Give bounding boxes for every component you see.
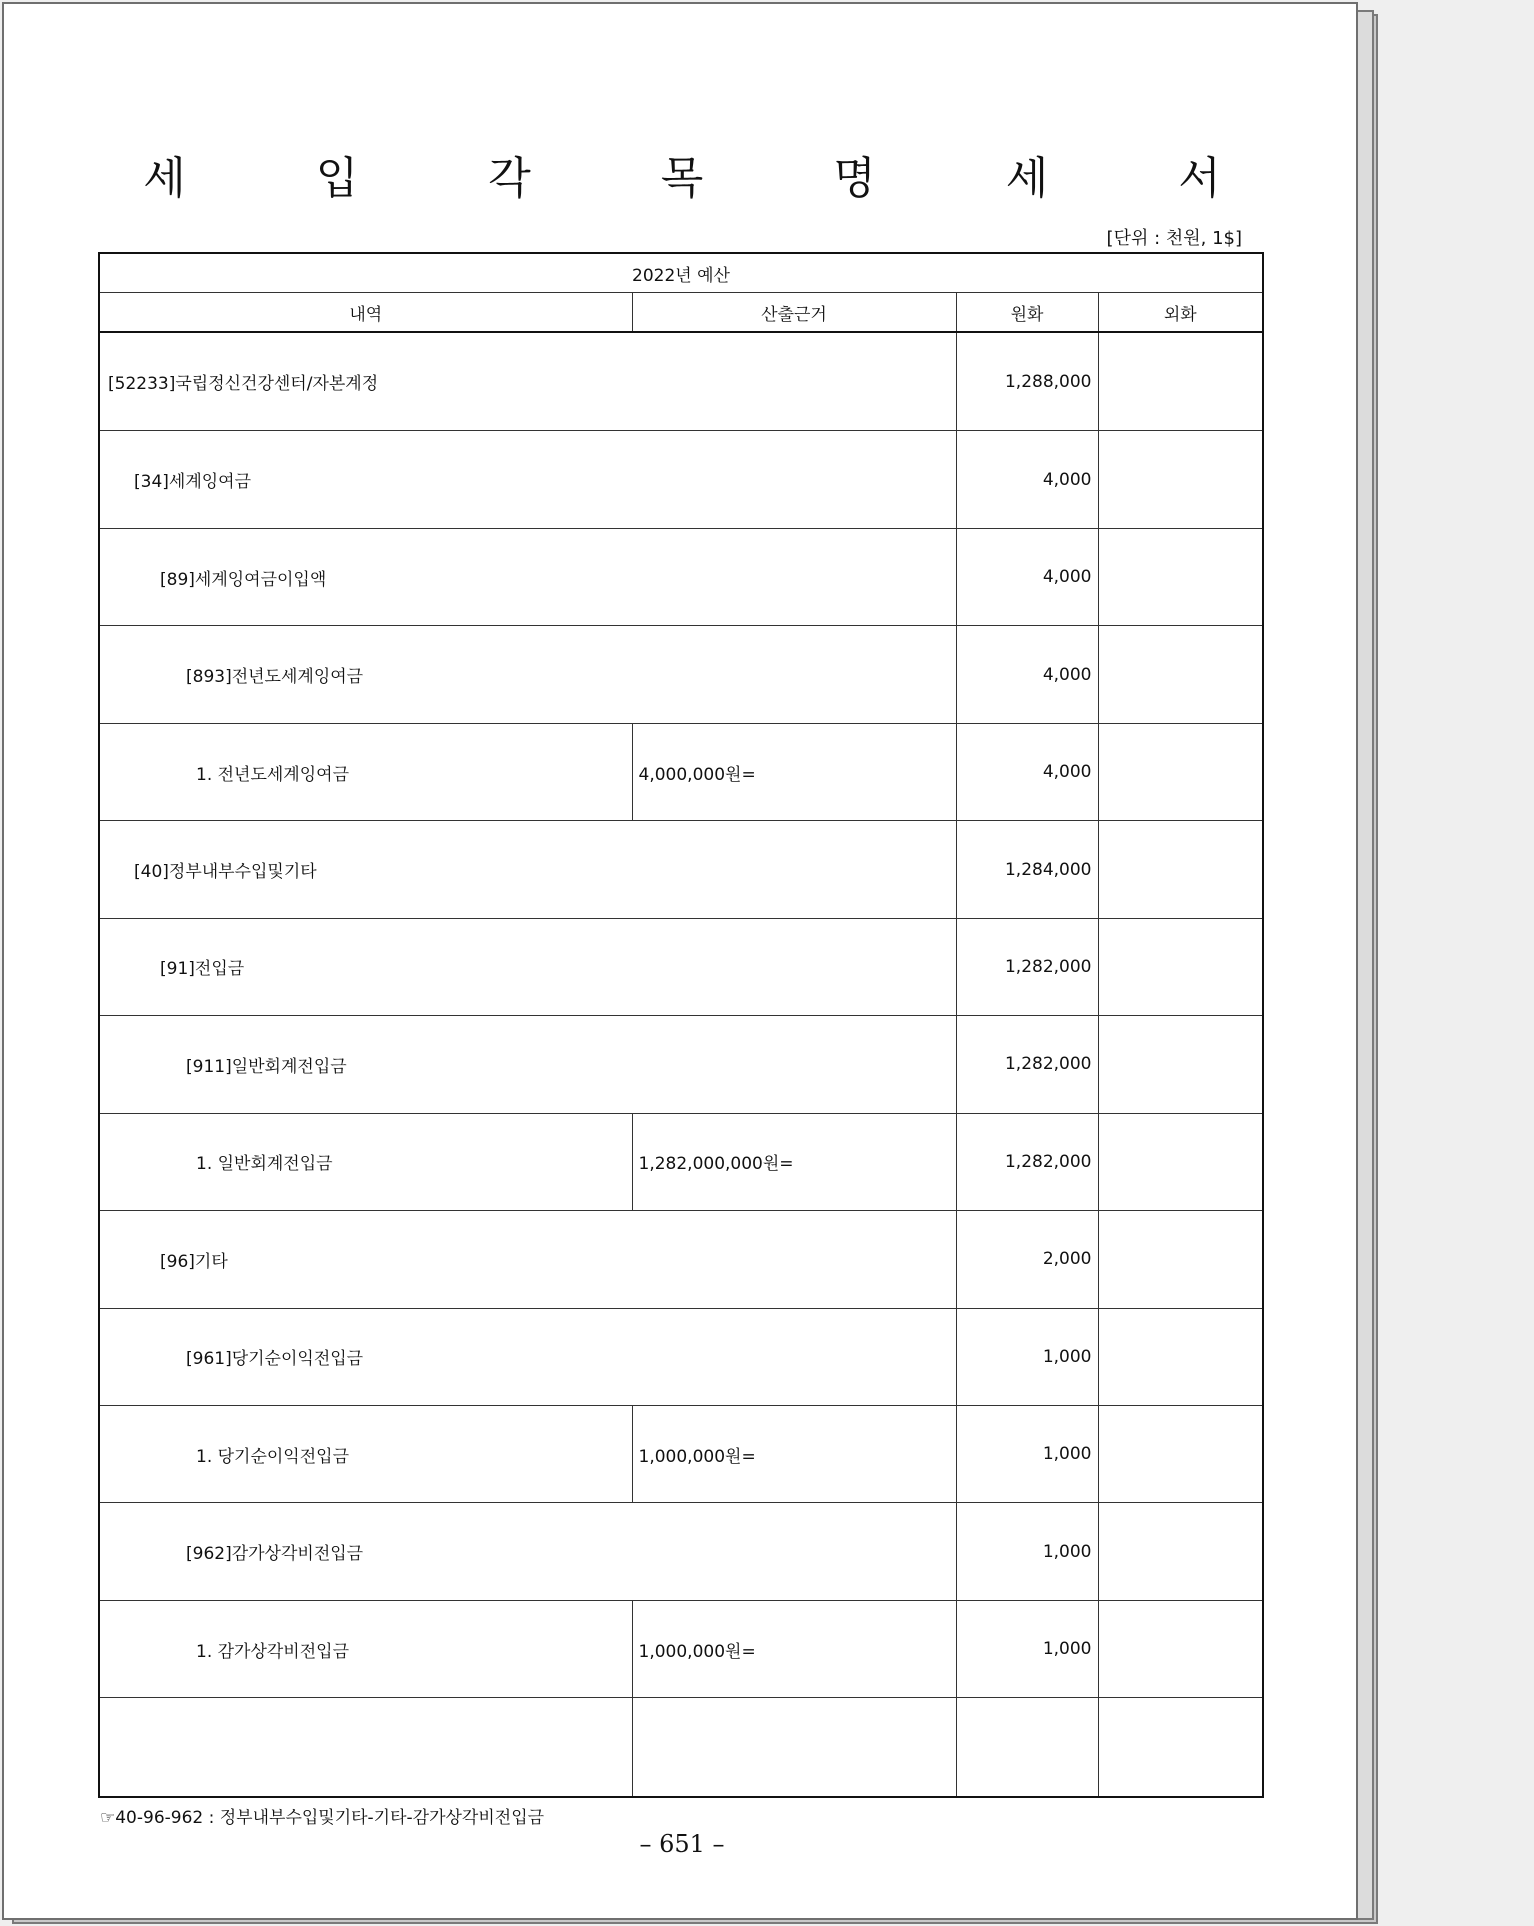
year-header: 2022년 예산 [99,253,1263,293]
table-row [99,1016,1263,1113]
row-foreign-amount [1098,1211,1263,1308]
table-row [99,1308,1263,1405]
table-row [99,1503,1263,1600]
row-foreign-amount [1098,1016,1263,1113]
row-description: 1. 감가상각비전입금 [99,1600,632,1697]
page-title: 세 입 각 목 명 세 서 [143,153,1279,204]
col-header-basis: 산출근거 [632,293,956,333]
row-description: [893]전년도세계잉여금 [99,626,956,723]
row-foreign-amount [1098,1308,1263,1405]
row-foreign-amount [1098,528,1263,625]
unit-label: [단위 : 천원, 1$] [1106,228,1242,249]
row-foreign-amount [1098,1503,1263,1600]
row-description: [89]세계잉여금이입액 [99,528,956,625]
row-basis: 1,282,000,000원= [632,1113,956,1210]
row-foreign-amount [1098,626,1263,723]
col-header-krw: 원화 [956,293,1098,333]
row-foreign-amount [1098,1113,1263,1210]
row-description: [962]감가상각비전입금 [99,1503,956,1600]
row-description: [40]정부내부수입및기타 [99,821,956,918]
filler-cell [1098,1698,1263,1797]
row-basis: 1,000,000원= [632,1600,956,1697]
row-foreign-amount [1098,723,1263,820]
filler-cell [956,1698,1098,1797]
document-page [2,2,1358,1920]
table-row [99,821,1263,918]
row-krw-amount: 4,000 [956,723,1098,820]
table-row [99,626,1263,723]
row-krw-amount: 4,000 [956,626,1098,723]
row-description: 1. 일반회계전입금 [99,1113,632,1210]
row-basis: 1,000,000원= [632,1406,956,1503]
row-krw-amount: 1,282,000 [956,918,1098,1015]
row-krw-amount: 1,000 [956,1406,1098,1503]
row-krw-amount: 1,000 [956,1600,1098,1697]
table-row [99,332,1263,431]
row-foreign-amount [1098,1600,1263,1697]
budget-table [98,252,1264,1798]
row-description: [96]기타 [99,1211,956,1308]
table-row [99,1600,1263,1697]
row-krw-amount: 4,000 [956,528,1098,625]
row-description: [52233]국립정신건강센터/자본계정 [99,332,956,431]
row-description: [91]전입금 [99,918,956,1015]
table-row [99,918,1263,1015]
page-number: – 651 – [639,1830,725,1858]
row-krw-amount: 1,000 [956,1503,1098,1600]
table-row [99,1113,1263,1210]
table-row [99,431,1263,528]
row-basis: 4,000,000원= [632,723,956,820]
row-foreign-amount [1098,431,1263,528]
row-krw-amount: 1,000 [956,1308,1098,1405]
row-krw-amount: 4,000 [956,431,1098,528]
row-krw-amount: 1,284,000 [956,821,1098,918]
row-krw-amount: 1,288,000 [956,332,1098,431]
col-header-description: 내역 [99,293,632,333]
row-description: [34]세계잉여금 [99,431,956,528]
row-krw-amount: 1,282,000 [956,1016,1098,1113]
row-foreign-amount [1098,1406,1263,1503]
row-description: [911]일반회계전입금 [99,1016,956,1113]
table-body [99,332,1263,1797]
row-foreign-amount [1098,918,1263,1015]
row-description: [961]당기순이익전입금 [99,1308,956,1405]
row-krw-amount: 1,282,000 [956,1113,1098,1210]
table-row [99,528,1263,625]
row-description: 1. 전년도세계잉여금 [99,723,632,820]
filler-cell [632,1698,956,1797]
table-row [99,1211,1263,1308]
table-filler-row [99,1698,1263,1797]
table-row [99,1406,1263,1503]
row-krw-amount: 2,000 [956,1211,1098,1308]
row-foreign-amount [1098,332,1263,431]
row-description: 1. 당기순이익전입금 [99,1406,632,1503]
table-row [99,723,1263,820]
col-header-foreign: 외화 [1098,293,1263,333]
filler-cell [99,1698,632,1797]
row-foreign-amount [1098,821,1263,918]
footer-reference: ☞40-96-962 : 정부내부수입및기타-기타-감가상각비전입금 [100,1808,545,1828]
